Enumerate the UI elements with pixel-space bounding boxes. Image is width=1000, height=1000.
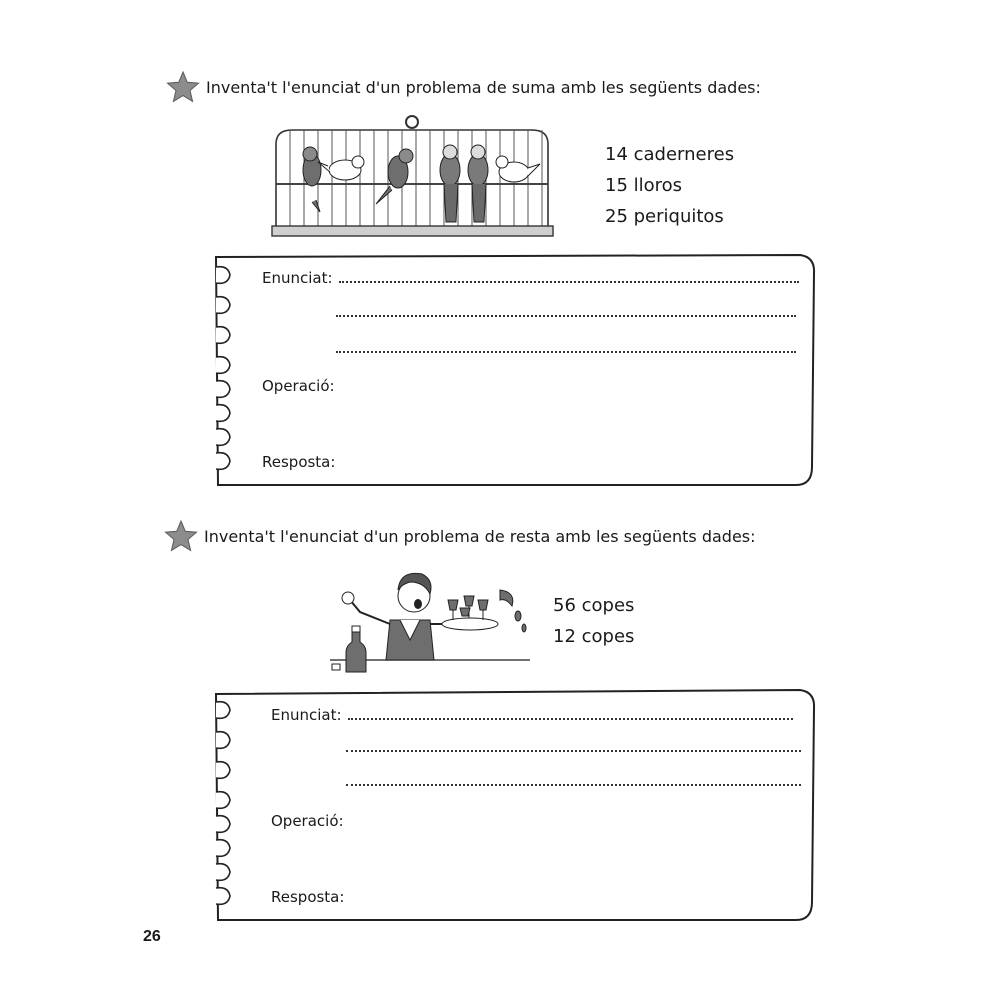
answer-row[interactable]: [262, 453, 335, 471]
statement-row: [262, 269, 799, 287]
statement-line-1[interactable]: [339, 271, 799, 283]
waitress-spilling-glasses-illustration: [330, 560, 535, 680]
statement-row: [336, 341, 796, 353]
statement-line-3[interactable]: [346, 774, 801, 786]
answer-notebook-subtraction: [212, 688, 817, 924]
operation-label: Operació:: [271, 812, 344, 830]
answer-label: Resposta:: [271, 888, 345, 906]
data-item: 56 copes: [553, 595, 635, 616]
answer-row[interactable]: [271, 888, 344, 906]
answer-label: Resposta:: [262, 453, 336, 471]
star-icon: [164, 519, 198, 553]
statement-line-2[interactable]: [336, 305, 796, 317]
statement-row: [346, 774, 801, 786]
operation-row[interactable]: [262, 377, 335, 395]
statement-line-3[interactable]: [336, 341, 796, 353]
statement-line-1[interactable]: [348, 708, 793, 720]
statement-line-2[interactable]: [346, 740, 801, 752]
statement-label: Enunciat:: [271, 706, 342, 724]
instruction-subtraction: [164, 519, 756, 553]
statement-row: [346, 740, 801, 752]
operation-row[interactable]: [271, 812, 344, 830]
operation-label: Operació:: [262, 377, 335, 395]
statement-row: [271, 706, 793, 724]
answer-notebook-addition: [212, 253, 817, 489]
statement-label: Enunciat:: [262, 269, 333, 287]
data-list-addition: [605, 139, 734, 232]
statement-row: [336, 305, 796, 317]
data-item: 12 copes: [553, 626, 635, 647]
bird-cage-illustration: [270, 110, 555, 240]
star-icon: [166, 70, 200, 104]
instruction-text: Inventa't l'enunciat d'un problema de suma amb les següents dades:: [206, 77, 761, 97]
data-item: 25 periquitos: [605, 206, 724, 227]
instruction-addition: [166, 70, 761, 104]
data-item: 14 caderneres: [605, 144, 735, 165]
instruction-text: Inventa't l'enunciat d'un problema de resta amb les següents dades:: [204, 526, 756, 546]
data-list-subtraction: [553, 590, 634, 652]
page-number: 26: [143, 928, 161, 945]
data-item: 15 lloros: [605, 175, 683, 196]
